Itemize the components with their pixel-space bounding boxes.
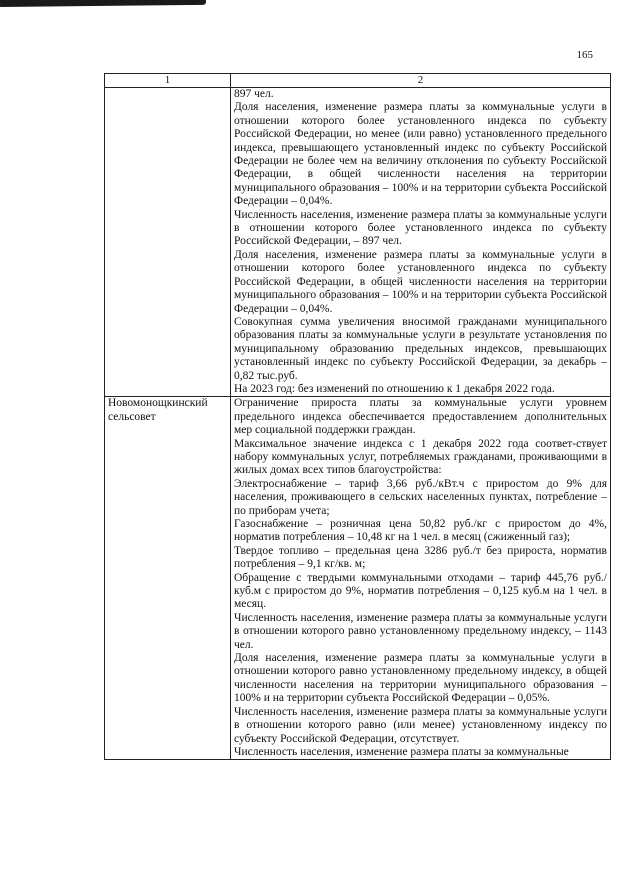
paragraph: Численность населения, изменение размера платы за коммунальные [234,745,569,758]
page-number: 165 [576,49,593,61]
paragraph: Численность населения, изменение размера платы за коммунальные услуги в отношении которого равно установленному предельному индексу, – 1143 чел. [234,611,607,651]
paragraph: Совокупная сумма увеличения вносимой гражданами муниципального образования платы за коммунальные услуги в результате установления по муниципальному образованию предельных индексов, превышающих установленный индекс по субъекту Российской Федерации, за декабрь – 0,82 тыс.руб. [234,315,607,382]
municipality-cell [105,88,231,397]
table-row [105,88,611,397]
table-header-row [105,74,611,88]
paragraph: Максимальное значение индекса с 1 декабря 2022 года соответ-ствует набору коммунальных услуг, потребляемых гражданами, проживающими в жилых домах всех типов благоустройства: [234,437,607,477]
paragraph: Обращение с твердыми коммунальными отходами – тариф 445,76 руб./куб.м с приростом до 9%, норматив потребления – 0,125 куб.м на 1 чел. в месяц. [234,571,607,611]
municipality-cell: Новомонощкинский сельсовет [105,397,231,760]
paragraph: Твердое топливо – предельная цена 3286 руб./т без прироста, норматив потребления – 9,1 кг/кв. м; [234,544,607,571]
paragraph: Доля населения, изменение размера платы за коммунальные услуги в отношении которого более установленного индекса по субъекту Российской Федерации, в общей численности населения на территории муниципального образования – 100% и на территории субъекта Российской Федерации – 0,04%. [234,248,607,315]
paragraph: Газоснабжение – розничная цена 50,82 руб./кг с приростом до 4%, норматив потребления – 10,48 кг на 1 чел. в месяц (сжиженный газ); [234,518,607,544]
paragraph: Численность населения, изменение размера платы за коммунальные услуги в отношении которого равно (или менее) установленному индексу по субъекту Российской Федерации, отсутствует. [234,705,607,745]
description-cell [231,397,611,760]
scan-edge-mark [0,0,206,7]
table-row [105,397,611,760]
column-header-2: 2 [231,74,611,88]
paragraph: Доля населения, изменение размера платы за коммунальные услуги в отношении которого равно установленному предельному индексу, в общей численности населения на территории муниципального образования – 100% и на территории субъекта Российской Федерации – 0,05%. [234,652,607,705]
paragraph: На 2023 год: без изменений по отношению к 1 декабря 2022 года. [234,382,555,395]
column-header-1: 1 [105,74,231,88]
tariff-table [104,73,611,760]
description-cell [231,88,611,397]
paragraph: 897 чел. [234,88,274,100]
paragraph: Численность населения, изменение размера платы за коммунальные услуги в отношении которого более установленного индекса по субъекту Российской Федерации, – 897 чел. [234,208,607,248]
paragraph: Электроснабжение – тариф 3,66 руб./кВт.ч с приростом до 9% для населения, проживающего в сельских населенных пунктах, потребление – по приборам учета; [234,477,607,517]
paragraph: Ограничение прироста платы за коммунальные услуги уровнем предельного индекса обеспечивается предоставлением дополнительных мер социальной поддержки граждан. [234,397,607,437]
paragraph: Доля населения, изменение размера платы за коммунальные услуги в отношении которого более установленного индекса по субъекту Российской Федерации, но менее (или равно) установленного предельного индекса, превышающего установленный индекс по субъекту Российской Федерации не более чем на величину отклонения по субъекту Российской Федерации, в общей численности населения на территории муниципального образования – 100% и на территории субъекта Российской Федерации – 0,04%. [234,101,607,208]
